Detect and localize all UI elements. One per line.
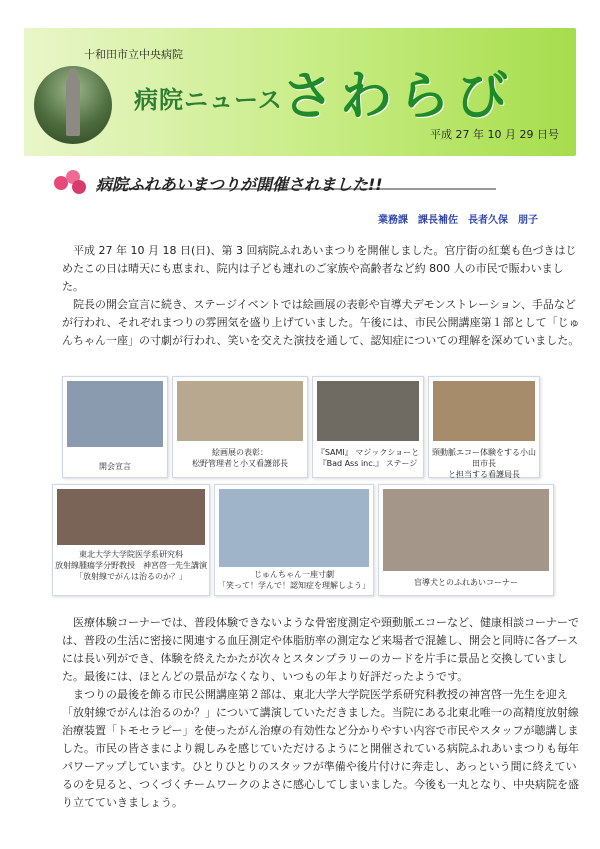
statue-photo xyxy=(34,66,112,144)
photo-skit xyxy=(214,484,374,596)
photo-art-award xyxy=(172,376,308,478)
article-paragraph: まつりの最後を飾る市民公開講座第２部は、東北大学大学院医学系研究科教授の神宮啓一先生を迎え「放射線でがんは治るのか？」について講演していただきました。当院にある北東北唯一の高精度放射線治療装置「トモセラピー」を使ったがん治療の有効性など分かりやすい内容で市民やスタッフが聴講しました。市民の皆さまにより親しみを感じていただけるようにと開催されている病院ふれあいまつりも毎年パワーアップしています。ひとりひとりのスタッフが準備や後片付けに奔走し、あっという間に終えているのを見ると、つくづくチームワークのよさに感心してしまいました。今後も一丸となり、中央病院を盛り立てていきましょう。 xyxy=(62,688,579,809)
photo-caption: 絵画展の表彰： 松野管理者と小又看護部長 xyxy=(192,448,288,468)
photo-ultrasound xyxy=(428,376,540,478)
article-paragraph: 平成 27 年 10 月 18 日(日)、第 3 回病院ふれあいまつりを開催しました。官庁街の紅葉も色づきはじめたこの日は晴天にも恵まれ、院内は子ども連れのご家族や高齢者など約 800 人の市民で賑わいました。 xyxy=(62,244,577,293)
photo-image xyxy=(67,381,163,447)
article-author: 業務課 課長補佐 長者久保 朋子 xyxy=(378,215,538,226)
photo-caption: 『SAMI』 マジックショーと 『Bad Ass inc.』 ステージ xyxy=(316,448,420,468)
photo-image xyxy=(177,381,303,441)
photo-image xyxy=(219,489,369,567)
photo-lecture xyxy=(52,484,210,596)
photo-image xyxy=(383,489,549,571)
photo-opening-declaration xyxy=(62,376,168,478)
photo-caption: 東北大学大学院医学系研究科 放射線腫瘍学分野教授 神宮啓一先生講演 「放射線でがんは治るのか？」 xyxy=(55,550,207,581)
photo-caption: じゅんちゃん一座寸劇 「笑って！学んで！認知症を理解しよう」 xyxy=(218,570,370,590)
photo-image xyxy=(317,381,419,441)
newsletter-title: さわらび xyxy=(282,67,515,127)
photo-magic-show xyxy=(312,376,424,478)
photo-image xyxy=(57,489,205,545)
photo-caption: 開会宣言 xyxy=(99,462,131,471)
photo-caption: 頸動脈エコー体験をする小山田市長 と担当する看護局長 xyxy=(432,448,536,479)
hospital-name: 十和田市立中央病院 xyxy=(84,48,183,61)
flower-icon xyxy=(72,180,86,194)
issue-date: 平成 27 年 10 月 29 日号 xyxy=(430,128,559,141)
photo-image xyxy=(433,381,535,441)
photo-guide-dog xyxy=(378,484,554,596)
statue-body xyxy=(66,76,80,136)
photo-caption: 盲導犬とのふれあいコーナー xyxy=(414,578,518,587)
article-paragraph: 医療体験コーナーでは、普段体験できないような骨密度測定や頸動脈エコーなど、健康相談コーナーでは、普段の生活に密接に関連する血圧測定や体脂肪率の測定など来場者で混雑し、開会と同時に各ブースには長い列ができ、体験を終えたかたが次々とスタンプラリーのカードを片手に景品と交換していました。最後には、ほとんどの景品がなくなり、いつもの年より好評だったようです。 xyxy=(62,616,579,683)
article-paragraph: 院長の開会宣言に続き、ステージイベントでは絵画展の表彰や盲導犬デモンストレーション、手品などが行われ、それぞれまつりの雰囲気を盛り上げていました。午後には、市民公開講座第１部として「じゅんちゃん一座」の寸劇が行われ、笑いを交えた演技を通して、認知症についての理解を深めていました。 xyxy=(62,298,580,347)
news-label: 病院ニュース xyxy=(134,86,283,114)
article-headline: 病院ふれあいまつりが開催されました!! xyxy=(96,175,383,194)
